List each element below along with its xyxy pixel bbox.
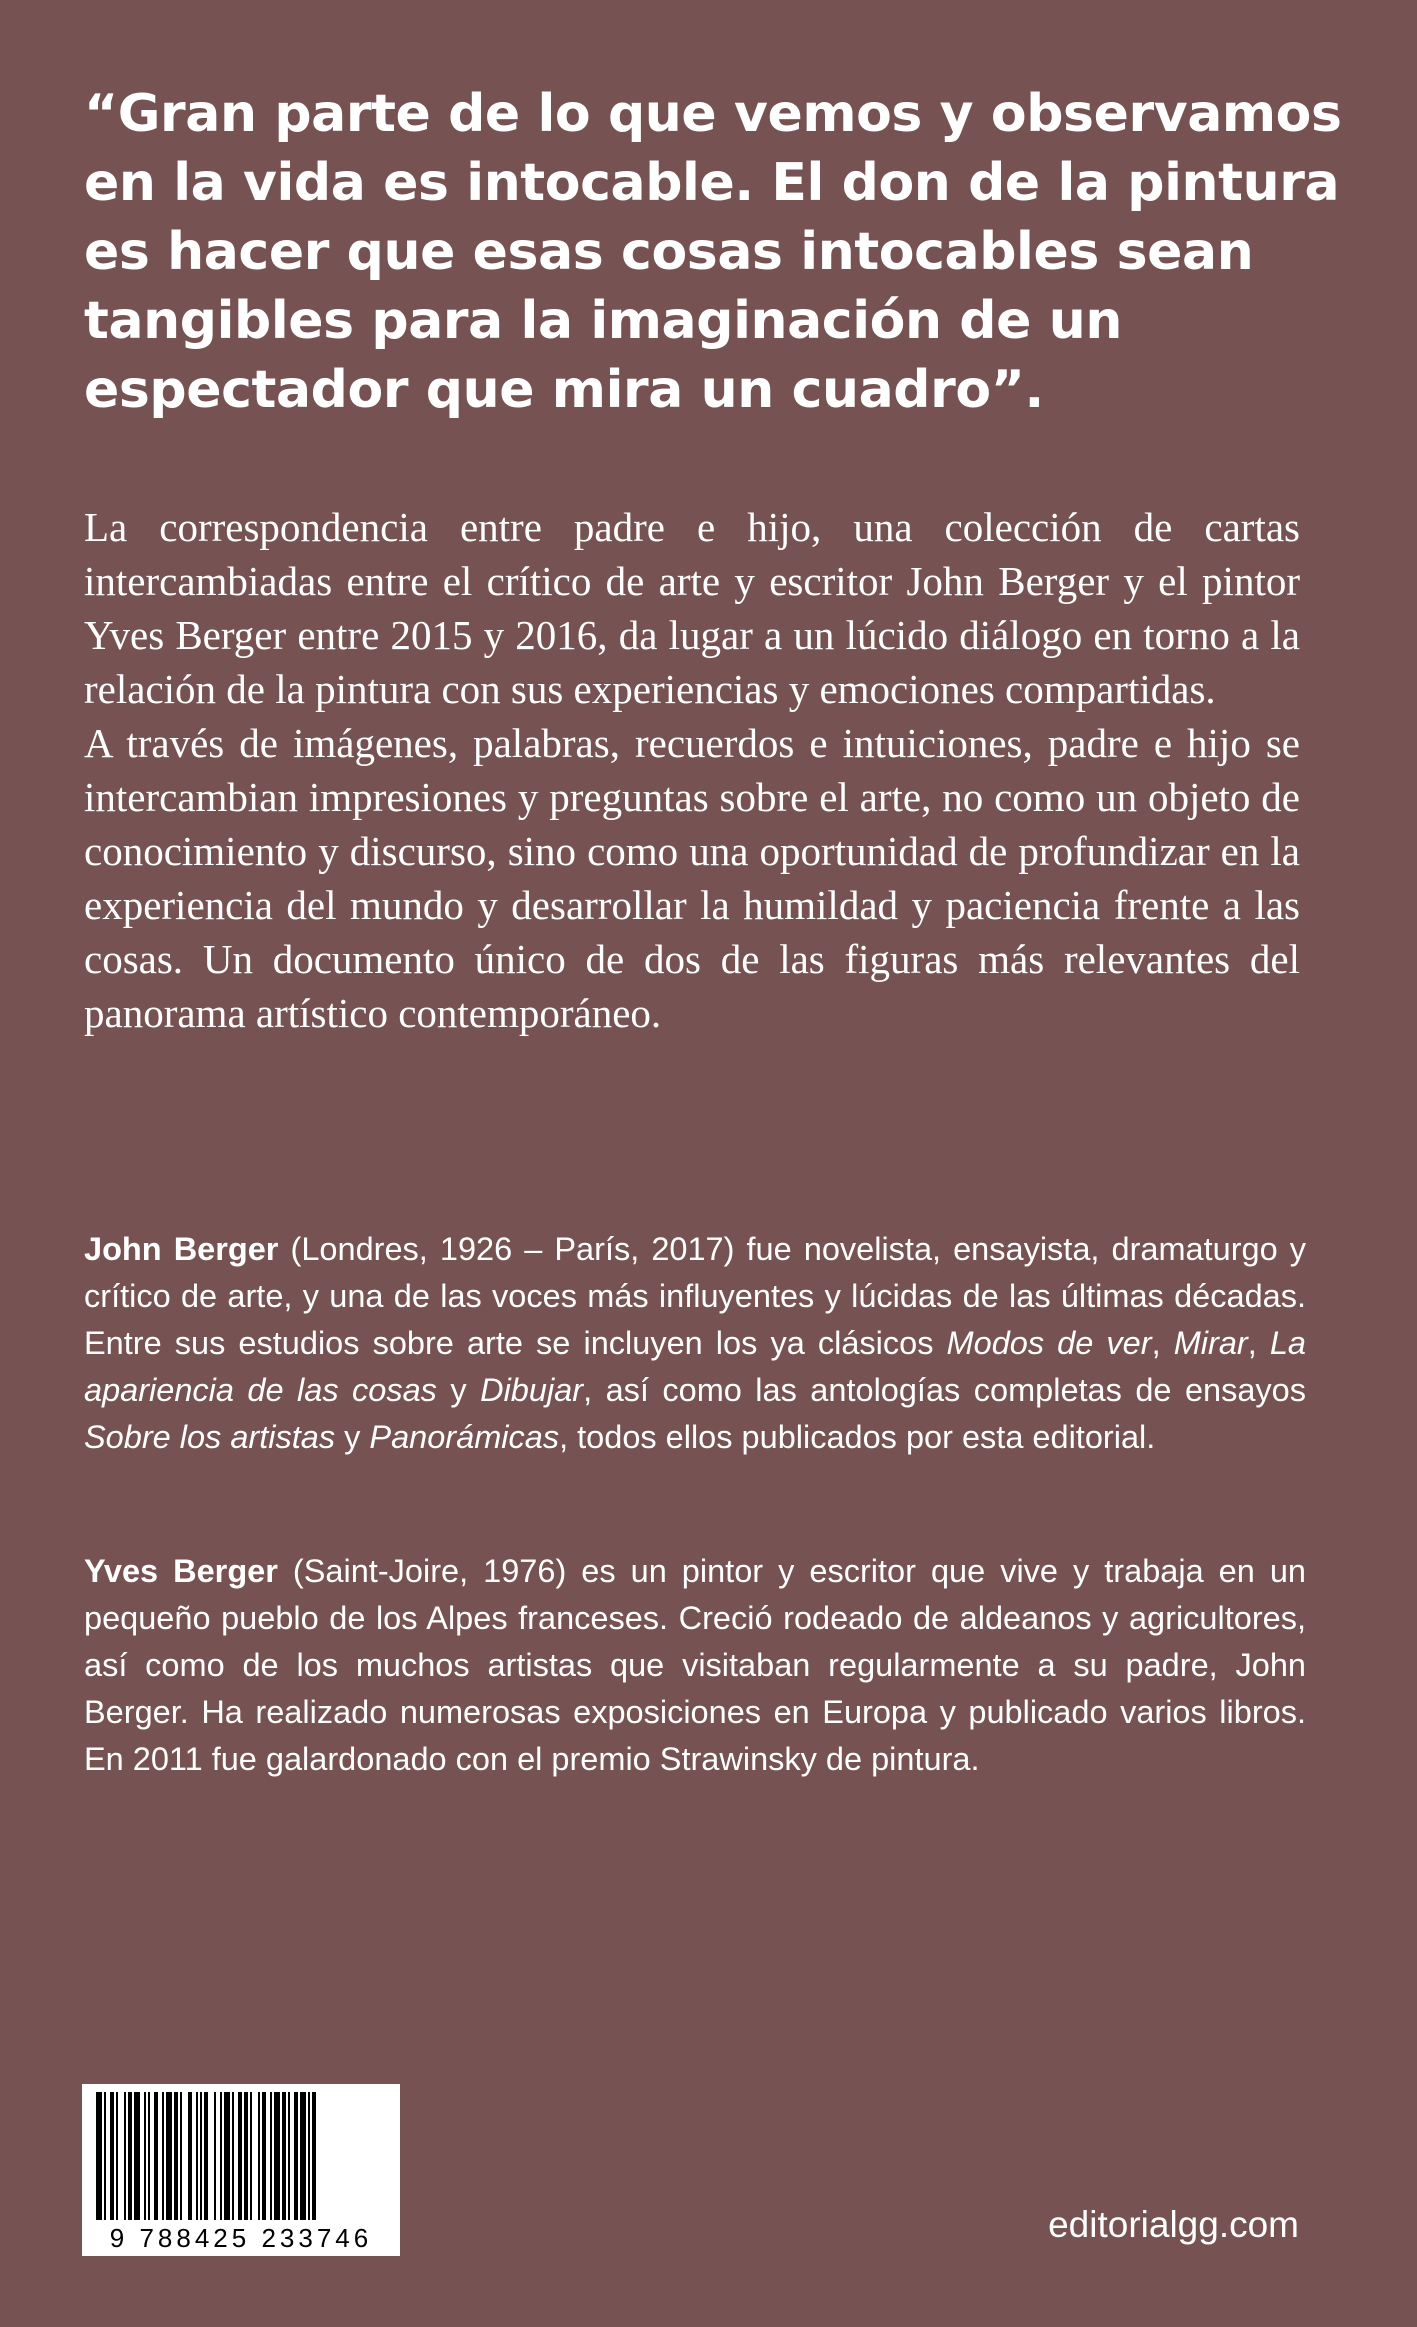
barcode-bar xyxy=(116,2092,118,2220)
bio-text: y xyxy=(335,1419,370,1455)
barcode-bar xyxy=(282,2092,286,2220)
book-description xyxy=(84,500,1300,1040)
isbn-barcode xyxy=(82,2084,400,2256)
barcode-bar xyxy=(244,2092,248,2220)
bio-text: , xyxy=(1247,1325,1270,1361)
bio-text: y xyxy=(436,1372,481,1408)
pull-quote: “Gran parte de lo que vemos y observamos en la vida es intocable. El don de la pintura es hacer que esas cosas intocables sean tangibles para la imaginación de un espectador que mira un cuadro”. xyxy=(84,84,1342,420)
barcode-bar xyxy=(250,2092,252,2220)
barcode-bar xyxy=(270,2092,272,2220)
barcode-bar xyxy=(128,2092,132,2220)
author-name: John Berger xyxy=(84,1231,279,1267)
barcode-bar xyxy=(214,2092,216,2220)
barcode-bar xyxy=(174,2092,178,2220)
book-title: Modos de ver xyxy=(946,1325,1152,1361)
barcode-bar xyxy=(232,2092,234,2220)
barcode-bar xyxy=(180,2092,182,2220)
barcode-bar xyxy=(200,2092,202,2220)
barcode-bar xyxy=(238,2092,242,2220)
barcode-bar xyxy=(104,2092,106,2220)
barcode-bar xyxy=(154,2092,158,2220)
barcode-bar xyxy=(300,2092,306,2220)
book-title: Sobre los artistas xyxy=(84,1419,336,1455)
barcode-bar xyxy=(196,2092,198,2220)
publisher-website: editorialgg.com xyxy=(1048,2204,1299,2245)
book-title: La apariencia de las cosas xyxy=(84,1325,1306,1408)
barcode-bar xyxy=(188,2092,192,2220)
description-paragraph-1: La correspondencia entre padre e hijo, una colección de cartas intercambiadas entre el crítico de arte y escritor John Berger y el pintor Yves Berger entre 2015 y 2016, da lugar a un lúcido diálogo en torno a la relación de la pintura con sus experiencias y emociones compartidas. xyxy=(84,504,1300,712)
book-title: Mirar xyxy=(1173,1325,1248,1361)
book-title: Panorámicas xyxy=(369,1419,560,1455)
barcode-bar xyxy=(134,2092,140,2220)
barcode-bar xyxy=(144,2092,146,2220)
barcode-bar xyxy=(288,2092,290,2220)
bio-text: , todos ellos publicados por esta editorial. xyxy=(559,1419,1156,1455)
bio-text: (Londres, 1926 – París, 2017) fue novelista, ensayista, dramaturgo y crítico de arte, y una de las voces más influyentes y lúcidas de las últimas décadas. Entre sus estudios sobre arte se incluyen los ya clásicos xyxy=(84,1231,1306,1361)
barcode-bar xyxy=(148,2092,150,2220)
barcode-bar xyxy=(308,2092,310,2220)
author-name: Yves Berger xyxy=(84,1553,278,1589)
barcode-bar xyxy=(312,2092,316,2220)
barcode-bar xyxy=(162,2092,164,2220)
description-paragraph-2: A través de imágenes, palabras, recuerdos e intuiciones, padre e hijo se intercambian impresiones y preguntas sobre el arte, no como un objeto de conocimiento y discurso, sino como una oportunidad de profundizar en la experiencia del mundo y desarrollar la humildad y paciencia frente a las cosas. Un documento único de dos de las figuras más relevantes del panorama artístico contemporáneo. xyxy=(84,720,1300,1036)
barcode-bar xyxy=(124,2092,126,2220)
barcode-bar xyxy=(224,2092,230,2220)
barcode-bar xyxy=(262,2092,266,2220)
bio-text: , xyxy=(1151,1325,1174,1361)
bio-text: , así como las antologías completas de ensayos xyxy=(583,1372,1306,1408)
bio-text: (Saint-Joire, 1976) es un pintor y escritor que vive y trabaja en un pequeño pueblo de los Alpes franceses. Creció rodeado de aldeanos y agricultores, así como de los muchos artistas que visitaban regularmente a su padre, John Berger. Ha realizado numerosas exposiciones en Europa y publicado varios libros. En 2011 fue galardonado con el premio Strawinsky de pintura. xyxy=(84,1553,1306,1777)
barcode-bar xyxy=(258,2092,260,2220)
barcode-bar xyxy=(166,2092,172,2220)
barcode-bar xyxy=(110,2092,114,2220)
barcode-bar xyxy=(96,2092,102,2220)
isbn-number: 9 788425 233746 xyxy=(82,2223,400,2254)
barcode-bar xyxy=(294,2092,298,2220)
author-bio-john-berger xyxy=(84,1226,1306,1461)
barcode-bar xyxy=(204,2092,208,2220)
book-title: Dibujar xyxy=(480,1372,584,1408)
author-bio-yves-berger xyxy=(84,1548,1306,1783)
barcode-bar xyxy=(274,2092,280,2220)
barcode-bar xyxy=(220,2092,222,2220)
